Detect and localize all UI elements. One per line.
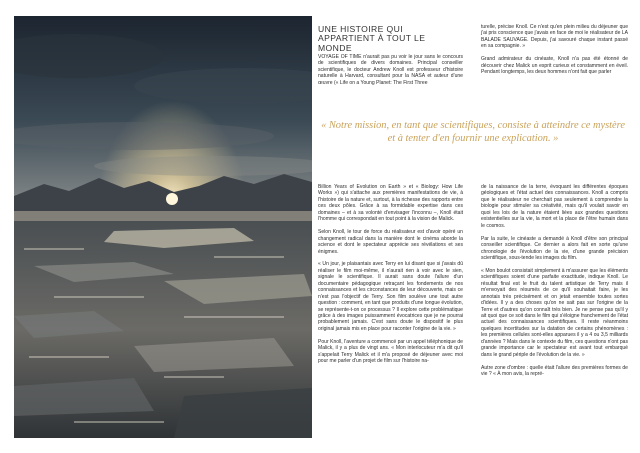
paragraph: Par la suite, le cinéaste a demandé à Knoll d'être son principal conseiller scientifique. Ce dernier a alors fait en sorte qu'une chronologie de l'évolution de la vie, d'une grande précision scientifique, sous-tende les images du film.	[481, 235, 628, 261]
paragraph: de la naissance de la terre, évoquant les différentes époques géologiques et l'état actuel des connaissances. Knoll a compris que le réalisateur ne cherchait pas seulement à comprendre la biologie pour stimuler sa créativité, mais qu'il voulait savoir en quoi les lois de la nature étaient liées aux grandes questions existentielles sur la vie, la mort et la place de l'être humain dans le cosmos.	[481, 184, 628, 229]
paragraph: Billion Years of Evolution on Earth » et « Biology: How Life Works ») qui s'attache aux premières manifestations de vie, à l'histoire de la nature et, surtout, à la richesse des rapports entre ces deux pôles. Grâce à sa formidable expertise dans ces domaines – et à sa volonté d'envisager l'inconnu –, Knoll était l'homme qui correspondait en tout point à la vision de Malick.	[318, 184, 463, 223]
hero-photo	[14, 16, 312, 438]
paragraph: Autre zone d'ombre : quelle était l'allure des premières formes de vie ? « À mon avis, la repré-	[481, 364, 628, 378]
text-column-2	[481, 24, 628, 82]
text-column-3	[318, 184, 463, 371]
paragraph: « Mon boulot consistait simplement à m'assurer que les éléments scientifiques soient d'une parfaite exactitude, indique Knoll. Le résultat final est le fruit du talent artistique de Terry mais il m'envoyait des résumés de ce qu'il souhaitait faire, je les annotais très précisément et on jetait ensemble toutes sortes d'idées. Il y a des choses qu'on ne sait pas sur l'origine de la Terre et d'autres qu'on connaît très bien. Je ne pense pas qu'il y ait quoi que ce soit dans le film qui s'éloigne franchement de l'état actuel des connaissances scientifiques. Il reste néanmoins quelques incertitudes sur la datation de certains phénomènes : les premières cellules sont-elles apparues il y a 4 ou 3,5 milliards d'années ? Mais dans le contexte du film, ces questions n'ont pas grande importance car le spectateur est avant tout embarqué dans le grand périple de l'évolution de la vie. »	[481, 267, 628, 358]
salt-flats-image	[14, 16, 312, 438]
paragraph: VOYAGE OF TIME n'aurait pas pu voir le jour sans le concours de scientifiques de divers domaines. Principal conseiller scientifique, le docteur Andrew Knoll est professeur d'histoire naturelle à Harvard, consultant pour la NASA et auteur d'une œuvre (« Life on a Young Planet: The First Three	[318, 54, 463, 86]
text-column-1	[318, 54, 463, 93]
paragraph: Pour Knoll, l'aventure a commencé par un appel téléphonique de Malick, il y a plus de vingt ans. « Mon interlocuteur m'a dit qu'il s'appelait Terry Malick et il m'a proposé de déjeuner avec moi pour me parler d'un projet de film sur l'histoire na-	[318, 338, 463, 365]
paragraph: turelle, précise Knoll. Ce n'est qu'en plein milieu du déjeuner que j'ai pris conscience que j'avais en face de moi le réalisateur de LA BALADE SAUVAGE. Depuis, j'ai savouré chaque instant passé en sa compagnie. »	[481, 24, 628, 50]
paragraph: Selon Knoll, le tour de force du réalisateur est d'avoir opéré un changement radical dans la manière dont le cinéma aborde la science et dont le spectateur apprécie ses révélations et ses énigmes.	[318, 229, 463, 255]
text-column-4	[481, 184, 628, 384]
paragraph: Grand admirateur du cinéaste, Knoll n'a pas été étonné de découvrir chez Malick un esprit curieux et constamment en éveil. Pendant longtemps, les deux hommes n'ont fait que parler	[481, 56, 628, 76]
pull-quote: « Notre mission, en tant que scientifiques, consiste à atteindre ce mystère et à tenter d'en fournir une explication. »	[321, 120, 625, 144]
article-heading: UNE HISTOIRE QUI APPARTIENT À TOUT LE MONDE	[318, 24, 426, 53]
paragraph: « Un jour, je plaisantais avec Terry en lui disant que si j'avais dû réaliser le film moi-même, il n'aurait rien à voir avec le sien, signale le scientifique. Il aurait sans doute l'allure d'un documentaire pédagogique retraçant les fondements de nos connaissances et les circonstances de leur découverte, mais ce n'est pas l'objectif de Terry. Son film soulève une tout autre question : comment, en tant que produits d'une longue évolution, se représente-t-on ce processus ? Il explore cette problématique grâce à des images puissamment évocatrices que je ne pourrai probablement jamais. C'est sans doute le dispositif le plus original jamais mis en place pour raconter l'origine de la vie. »	[318, 261, 463, 332]
